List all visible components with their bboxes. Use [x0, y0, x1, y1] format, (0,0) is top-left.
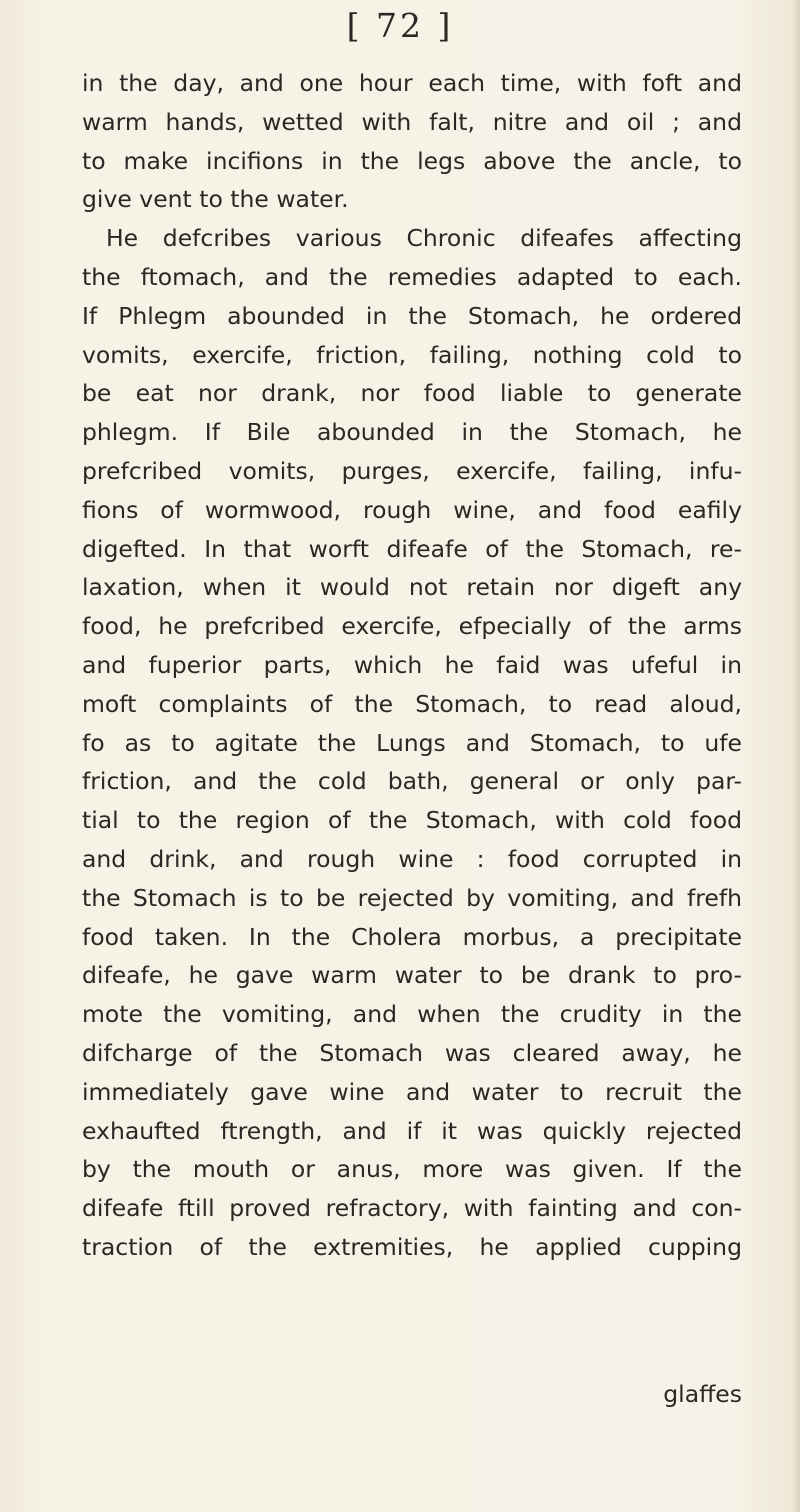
text-line: fo as to agitate the Lungs and Stomach, to ufe — [82, 728, 742, 757]
page-edge-shadow — [792, 0, 800, 1512]
text-line: immediately gave wine and water to recruit the — [82, 1077, 742, 1106]
page-number: [ 72 ] — [346, 6, 454, 45]
text-line: fions of wormwood, rough wine, and food eafily — [82, 495, 742, 524]
text-line: by the mouth or anus, more was given. If the — [82, 1155, 742, 1184]
text-line: difeafe ftill proved refractory, with fainting and con- — [82, 1194, 742, 1223]
text-line: give vent to the water. — [82, 185, 349, 214]
text-line: digefted. In that worft difeafe of the Stomach, re- — [82, 534, 742, 563]
text-line: to make incifions in the legs above the ancle, to — [82, 146, 742, 175]
text-line: difcharge of the Stomach was cleared away, he — [82, 1038, 742, 1067]
text-line: laxation, when it would not retain nor digeft any — [82, 573, 742, 602]
text-line: tial to the region of the Stomach, with cold food — [82, 806, 742, 835]
text-line: food, he prefcribed exercife, efpecially of the arms — [82, 612, 742, 641]
text-line: phlegm. If Bile abounded in the Stomach, he — [82, 418, 742, 447]
text-line: traction of the extremities, he applied cupping — [82, 1232, 742, 1261]
paragraph-start-line: He defcribes various Chronic difeafes affecting — [106, 224, 742, 253]
body-text — [82, 64, 742, 1267]
text-line: food taken. In the Cholera morbus, a precipitate — [82, 922, 742, 951]
text-line: be eat nor drank, nor food liable to generate — [82, 379, 742, 408]
text-line: friction, and the cold bath, general or only par- — [82, 767, 742, 796]
text-line: mote the vomiting, and when the crudity in the — [82, 1000, 742, 1029]
text-line: If Phlegm abounded in the Stomach, he ordered — [82, 301, 742, 330]
catchword: glaffes — [663, 1380, 742, 1408]
text-line: difeafe, he gave warm water to be drank to pro- — [82, 961, 742, 990]
text-line: the ftomach, and the remedies adapted to each. — [82, 262, 742, 291]
text-line: prefcribed vomits, purges, exercife, failing, infu- — [82, 456, 742, 485]
text-line: the Stomach is to be rejected by vomiting, and frefh — [82, 883, 742, 912]
text-line: vomits, exercife, friction, failing, nothing cold to — [82, 340, 742, 369]
text-line: exhaufted ftrength, and if it was quickly rejected — [82, 1116, 742, 1145]
text-line: in the day, and one hour each time, with foft and — [82, 69, 742, 97]
text-line: and drink, and rough wine : food corrupted in — [82, 844, 742, 873]
text-line: and fuperior parts, which he faid was ufeful in — [82, 650, 742, 679]
text-line: moft complaints of the Stomach, to read aloud, — [82, 689, 742, 718]
text-line: warm hands, wetted with falt, nitre and oil ; and — [82, 107, 742, 136]
